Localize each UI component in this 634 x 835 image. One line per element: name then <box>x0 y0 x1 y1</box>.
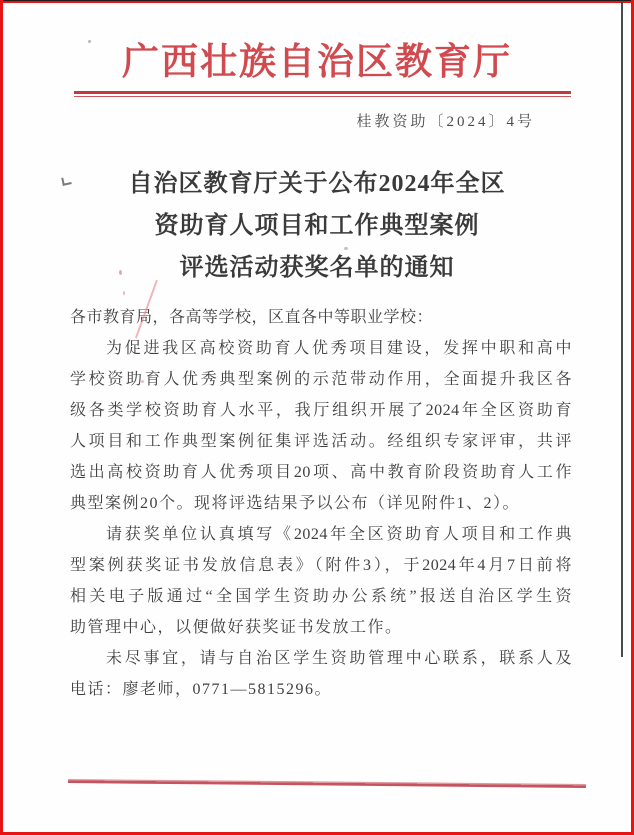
body-line: 型案例获奖证书发放信息表》（附件3），于2024年4月7日前将 <box>70 557 572 574</box>
body-line: 选出高校资助育人优秀项目20项、高中教育阶段资助育人工作 <box>70 464 572 481</box>
doc-title-line-1: 自治区教育厅关于公布2024年全区 <box>128 171 506 197</box>
body-line: 助管理中心，以便做好获奖证书发放工作。 <box>70 619 403 636</box>
scan-artifact-speck <box>88 40 91 43</box>
body-line: 请获奖单位认真填写《2024年全区资助育人项目和工作典 <box>106 526 572 543</box>
doc-number: 桂教资助〔2024〕4号 <box>356 114 535 130</box>
document-body-paragraphs <box>70 333 572 705</box>
doc-body <box>70 302 572 705</box>
scan-border-left <box>0 0 3 835</box>
scan-artifact-speck <box>119 270 122 275</box>
letterhead-rule-thin <box>74 96 571 97</box>
body-line: 学校资助育人优秀典型案例的示范带动作用，全面提升我区各 <box>70 371 572 388</box>
page-bottom-rule <box>68 779 586 788</box>
paragraph <box>70 643 572 705</box>
body-line: 级各类学校资助育人水平，我厅组织开展了2024年全区资助育 <box>70 402 572 419</box>
scan-artifact-speck <box>344 247 348 250</box>
body-line: 为促进我区高校资助育人优秀项目建设，发挥中职和高中 <box>106 340 572 357</box>
paragraph <box>70 519 572 643</box>
scan-page-edge-line <box>621 2 623 657</box>
scan-artifact-speck <box>141 380 144 383</box>
letterhead-rule <box>74 91 571 98</box>
body-line: 未尽事宜，请与自治区学生资助管理中心联系，联系人及 <box>106 650 572 667</box>
letterhead-org-name: 广西壮族自治区教育厅 <box>122 42 512 83</box>
doc-title-line-2: 资助育人项目和工作典型案例 <box>154 213 480 239</box>
body-line: 电话：廖老师，0771—5815296。 <box>70 681 333 698</box>
body-line: 人项目和工作典型案例征集评选活动。经组织专家评审，共评 <box>70 433 572 450</box>
scan-artifact-speck <box>123 291 125 295</box>
paragraph <box>70 333 572 519</box>
body-line: 典型案例20个。现将评选结果予以公布（详见附件1、2）。 <box>70 495 521 512</box>
doc-title-line-3: 评选活动获奖名单的通知 <box>179 255 455 281</box>
scan-border-top-red <box>0 1 634 3</box>
body-line: 相关电子版通过“全国学生资助办公系统”报送自治区学生资 <box>70 588 572 605</box>
salutation-line: 各市教育局，各高等学校，区直各中等职业学校： <box>70 309 434 326</box>
doc-title <box>40 163 594 289</box>
